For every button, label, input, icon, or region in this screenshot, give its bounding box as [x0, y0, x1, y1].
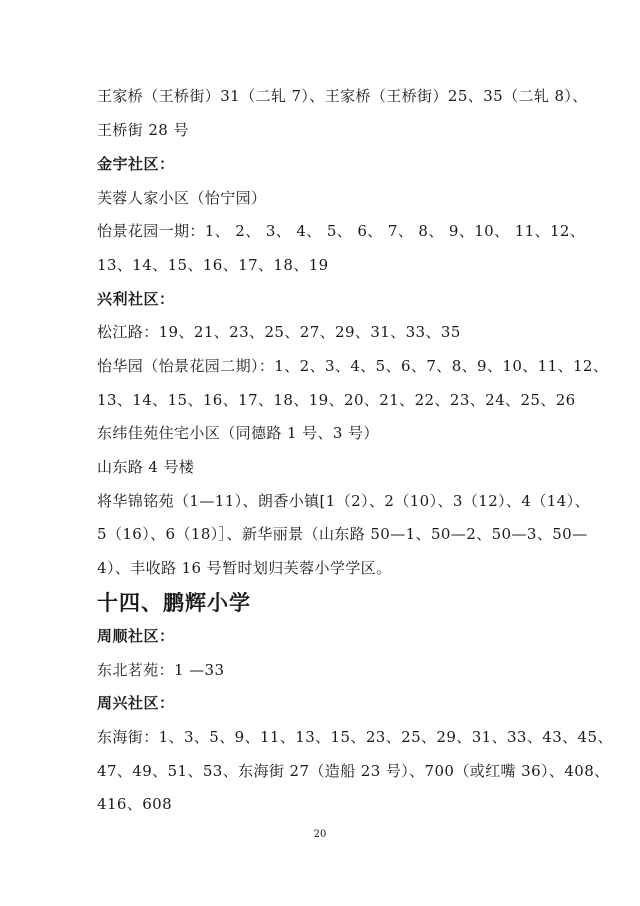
section-heading: 十四、鹏辉小学	[97, 591, 251, 615]
paragraph-line: 怡华园（怡景花园二期）：1、2、3、4、5、6、7、8、9、10、11、12、	[97, 357, 609, 375]
paragraph-line: 47、49、51、53、东海街 27（造船 23 号）、700（或红嘴 36）、408、	[97, 762, 610, 780]
paragraph-line: 5（16）、6（18）］、新华丽景（山东路 50—1、50—2、50—3、50—	[97, 525, 588, 543]
paragraph-line: 13、14、15、16、17、18、19、20、21、22、23、24、25、26	[97, 391, 576, 409]
paragraph-line: 将华锦铭苑（1—11）、朗香小镇[1（2）、2（10）、3（12）、4（14）、	[97, 492, 590, 510]
community-heading: 兴利社区：	[97, 290, 175, 308]
paragraph-line: 芙蓉人家小区（怡宁园）	[97, 189, 267, 207]
community-heading: 周顺社区：	[97, 627, 175, 645]
community-heading: 金宇社区：	[97, 155, 175, 173]
paragraph-line: 东海街：1、3、5、9、11、13、15、23、25、29、31、33、43、45、	[97, 728, 613, 746]
paragraph-line: 13、14、15、16、17、18、19	[97, 256, 329, 274]
page-number: 20	[313, 829, 327, 840]
paragraph-line: 松江路：19、21、23、25、27、29、31、33、35	[97, 323, 461, 341]
paragraph-line: 东北茗苑：1 —33	[97, 661, 225, 679]
paragraph-line: 416、608	[97, 795, 173, 813]
paragraph-line: 怡景花园一期：1、 2、 3、 4、 5、 6、 7、 8、 9、10、 11、12、	[97, 222, 586, 240]
paragraph-line: 4）、丰收路 16 号暂时划归芙蓉小学学区。	[97, 559, 392, 577]
paragraph-line: 东纬佳苑住宅小区（同德路 1 号、3 号）	[97, 424, 379, 442]
paragraph-line: 王桥街 28 号	[97, 121, 189, 139]
community-heading: 周兴社区：	[97, 694, 175, 712]
paragraph-line: 山东路 4 号楼	[97, 458, 195, 476]
paragraph-line: 王家桥（王桥街）31（二轧 7）、王家桥（王桥街）25、35（二轧 8）、	[97, 87, 588, 105]
